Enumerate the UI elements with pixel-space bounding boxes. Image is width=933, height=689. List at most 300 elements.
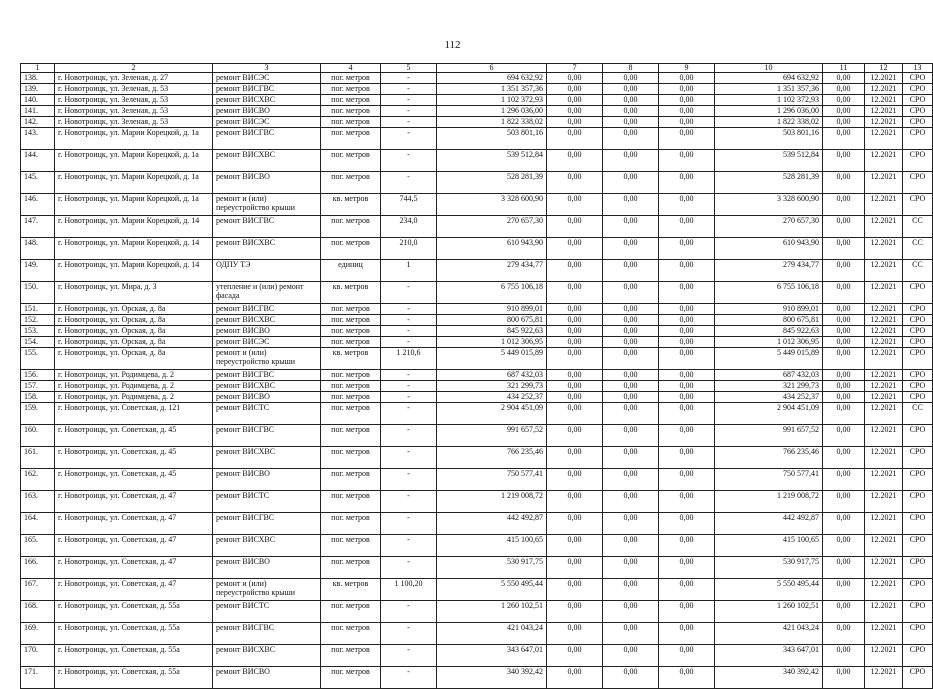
- fund-type-cell: СРО: [903, 194, 933, 216]
- address-cell: г. Новотроицк, ул. Советская, д. 47: [55, 513, 213, 535]
- total-cost-cell: 340 392,42: [437, 667, 547, 689]
- fund-cell: 0,00: [547, 557, 603, 579]
- fund-cell: 0,00: [603, 579, 659, 601]
- quantity-cell: -: [381, 392, 437, 403]
- fund-cell: 0,00: [547, 84, 603, 95]
- work-type-cell: ремонт и (или) переустройство крыши: [213, 194, 321, 216]
- work-type-cell: ремонт ВИСХВС: [213, 645, 321, 667]
- fund-cell: 0,00: [603, 194, 659, 216]
- address-cell: г. Новотроицк, ул. Марии Корецкой, д. 1а: [55, 150, 213, 172]
- table-row: [21, 260, 933, 282]
- fund-cell: 0,00: [547, 491, 603, 513]
- fund-type-cell: СС: [903, 260, 933, 282]
- owners-funds-cell: 5 550 495,44: [715, 579, 823, 601]
- fund-type-cell: СРО: [903, 579, 933, 601]
- owners-funds-cell: 415 100,65: [715, 535, 823, 557]
- fund-cell: 0,00: [547, 370, 603, 381]
- work-type-cell: ремонт ВИСГВС: [213, 370, 321, 381]
- address-cell: г. Новотроицк, ул. Орская, д. 8а: [55, 326, 213, 337]
- address-cell: г. Новотроицк, ул. Советская, д. 55а: [55, 667, 213, 689]
- address-cell: г. Новотроицк, ул. Орская, д. 8а: [55, 304, 213, 315]
- deadline-cell: 12.2021: [865, 667, 903, 689]
- column-header: 3: [213, 64, 321, 73]
- table-row: [21, 403, 933, 425]
- total-cost-cell: 1 102 372,93: [437, 95, 547, 106]
- deadline-cell: 12.2021: [865, 150, 903, 172]
- work-type-cell: ремонт ВИСГВС: [213, 623, 321, 645]
- unit-cell: пог. метров: [321, 326, 381, 337]
- fund-cell: 0,00: [659, 513, 715, 535]
- fund-cell: 0,00: [603, 326, 659, 337]
- total-cost-cell: 442 492,87: [437, 513, 547, 535]
- unit-cell: пог. метров: [321, 84, 381, 95]
- fund-cell: 0,00: [659, 370, 715, 381]
- other-funds-cell: 0,00: [823, 601, 865, 623]
- fund-cell: 0,00: [603, 282, 659, 304]
- owners-funds-cell: 750 577,41: [715, 469, 823, 491]
- quantity-cell: -: [381, 425, 437, 447]
- quantity-cell: -: [381, 106, 437, 117]
- owners-funds-cell: 1 822 338,02: [715, 117, 823, 128]
- address-cell: г. Новотроицк, ул. Советская, д. 55а: [55, 645, 213, 667]
- other-funds-cell: 0,00: [823, 491, 865, 513]
- unit-cell: пог. метров: [321, 106, 381, 117]
- total-cost-cell: 845 922,63: [437, 326, 547, 337]
- capital-repair-table: [20, 63, 933, 689]
- fund-type-cell: СРО: [903, 469, 933, 491]
- column-header: 6: [437, 64, 547, 73]
- fund-cell: 0,00: [603, 645, 659, 667]
- work-type-cell: ремонт ВИСХВС: [213, 535, 321, 557]
- fund-cell: 0,00: [603, 381, 659, 392]
- row-number: 155.: [21, 348, 55, 370]
- unit-cell: пог. метров: [321, 370, 381, 381]
- work-type-cell: ремонт ВИСХВС: [213, 381, 321, 392]
- work-type-cell: ремонт ВИСТС: [213, 403, 321, 425]
- owners-funds-cell: 270 657,30: [715, 216, 823, 238]
- address-cell: г. Новотроицк, ул. Родимцева, д. 2: [55, 381, 213, 392]
- quantity-cell: 234,0: [381, 216, 437, 238]
- row-number: 169.: [21, 623, 55, 645]
- total-cost-cell: 1 219 008,72: [437, 491, 547, 513]
- unit-cell: пог. метров: [321, 469, 381, 491]
- owners-funds-cell: 421 043,24: [715, 623, 823, 645]
- row-number: 154.: [21, 337, 55, 348]
- table-row: [21, 491, 933, 513]
- other-funds-cell: 0,00: [823, 315, 865, 326]
- fund-cell: 0,00: [547, 95, 603, 106]
- other-funds-cell: 0,00: [823, 128, 865, 150]
- fund-cell: 0,00: [603, 623, 659, 645]
- quantity-cell: -: [381, 645, 437, 667]
- work-type-cell: ремонт ВИСВО: [213, 106, 321, 117]
- fund-type-cell: СРО: [903, 381, 933, 392]
- quantity-cell: -: [381, 73, 437, 84]
- table-row: [21, 469, 933, 491]
- quantity-cell: -: [381, 403, 437, 425]
- fund-type-cell: СС: [903, 216, 933, 238]
- total-cost-cell: 3 328 600,90: [437, 194, 547, 216]
- fund-cell: 0,00: [547, 282, 603, 304]
- work-type-cell: ремонт ВИСВО: [213, 667, 321, 689]
- fund-cell: 0,00: [603, 117, 659, 128]
- other-funds-cell: 0,00: [823, 403, 865, 425]
- column-header: 9: [659, 64, 715, 73]
- fund-cell: 0,00: [659, 238, 715, 260]
- owners-funds-cell: 503 801,16: [715, 128, 823, 150]
- column-header: 4: [321, 64, 381, 73]
- unit-cell: пог. метров: [321, 447, 381, 469]
- fund-cell: 0,00: [603, 95, 659, 106]
- row-number: 159.: [21, 403, 55, 425]
- fund-type-cell: СС: [903, 403, 933, 425]
- unit-cell: пог. метров: [321, 304, 381, 315]
- owners-funds-cell: 530 917,75: [715, 557, 823, 579]
- fund-cell: 0,00: [603, 73, 659, 84]
- unit-cell: пог. метров: [321, 238, 381, 260]
- fund-cell: 0,00: [659, 491, 715, 513]
- total-cost-cell: 421 043,24: [437, 623, 547, 645]
- total-cost-cell: 415 100,65: [437, 535, 547, 557]
- other-funds-cell: 0,00: [823, 84, 865, 95]
- other-funds-cell: 0,00: [823, 106, 865, 117]
- other-funds-cell: 0,00: [823, 513, 865, 535]
- fund-cell: 0,00: [547, 106, 603, 117]
- work-type-cell: ремонт ВИСХВС: [213, 315, 321, 326]
- other-funds-cell: 0,00: [823, 260, 865, 282]
- fund-type-cell: СРО: [903, 667, 933, 689]
- fund-cell: 0,00: [659, 469, 715, 491]
- deadline-cell: 12.2021: [865, 579, 903, 601]
- unit-cell: пог. метров: [321, 425, 381, 447]
- row-number: 146.: [21, 194, 55, 216]
- total-cost-cell: 1 012 306,95: [437, 337, 547, 348]
- other-funds-cell: 0,00: [823, 304, 865, 315]
- fund-type-cell: СС: [903, 238, 933, 260]
- fund-cell: 0,00: [547, 150, 603, 172]
- deadline-cell: 12.2021: [865, 403, 903, 425]
- unit-cell: пог. метров: [321, 513, 381, 535]
- fund-cell: 0,00: [659, 425, 715, 447]
- deadline-cell: 12.2021: [865, 260, 903, 282]
- deadline-cell: 12.2021: [865, 425, 903, 447]
- work-type-cell: ремонт ВИСГВС: [213, 425, 321, 447]
- other-funds-cell: 0,00: [823, 150, 865, 172]
- fund-cell: 0,00: [603, 348, 659, 370]
- row-number: 149.: [21, 260, 55, 282]
- fund-cell: 0,00: [659, 194, 715, 216]
- fund-cell: 0,00: [603, 172, 659, 194]
- deadline-cell: 12.2021: [865, 392, 903, 403]
- fund-cell: 0,00: [547, 260, 603, 282]
- total-cost-cell: 5 449 015,89: [437, 348, 547, 370]
- fund-type-cell: СРО: [903, 304, 933, 315]
- address-cell: г. Новотроицк, ул. Марии Корецкой, д. 14: [55, 216, 213, 238]
- fund-cell: 0,00: [659, 601, 715, 623]
- fund-cell: 0,00: [603, 513, 659, 535]
- address-cell: г. Новотроицк, ул. Советская, д. 45: [55, 447, 213, 469]
- address-cell: г. Новотроицк, ул. Советская, д. 55а: [55, 623, 213, 645]
- owners-funds-cell: 1 012 306,95: [715, 337, 823, 348]
- work-type-cell: ремонт ВИСХВС: [213, 238, 321, 260]
- other-funds-cell: 0,00: [823, 73, 865, 84]
- other-funds-cell: 0,00: [823, 337, 865, 348]
- fund-cell: 0,00: [603, 535, 659, 557]
- work-type-cell: ремонт ВИСГВС: [213, 513, 321, 535]
- fund-cell: 0,00: [547, 535, 603, 557]
- address-cell: г. Новотроицк, ул. Зеленая, д. 53: [55, 95, 213, 106]
- row-number: 170.: [21, 645, 55, 667]
- fund-cell: 0,00: [659, 557, 715, 579]
- fund-cell: 0,00: [603, 260, 659, 282]
- fund-cell: 0,00: [547, 447, 603, 469]
- fund-cell: 0,00: [659, 315, 715, 326]
- row-number: 158.: [21, 392, 55, 403]
- row-number: 164.: [21, 513, 55, 535]
- row-number: 165.: [21, 535, 55, 557]
- unit-cell: кв. метров: [321, 194, 381, 216]
- column-header: 11: [823, 64, 865, 73]
- quantity-cell: -: [381, 95, 437, 106]
- work-type-cell: ремонт ВИСВО: [213, 392, 321, 403]
- fund-cell: 0,00: [547, 513, 603, 535]
- quantity-cell: 1 210,6: [381, 348, 437, 370]
- fund-cell: 0,00: [603, 491, 659, 513]
- work-type-cell: ремонт ВИСВО: [213, 557, 321, 579]
- unit-cell: пог. метров: [321, 172, 381, 194]
- row-number: 163.: [21, 491, 55, 513]
- row-number: 162.: [21, 469, 55, 491]
- quantity-cell: -: [381, 150, 437, 172]
- fund-cell: 0,00: [659, 447, 715, 469]
- address-cell: г. Новотроицк, ул. Советская, д. 47: [55, 557, 213, 579]
- unit-cell: пог. метров: [321, 535, 381, 557]
- quantity-cell: 744,5: [381, 194, 437, 216]
- other-funds-cell: 0,00: [823, 392, 865, 403]
- other-funds-cell: 0,00: [823, 557, 865, 579]
- total-cost-cell: 321 299,73: [437, 381, 547, 392]
- address-cell: г. Новотроицк, ул. Марии Корецкой, д. 1а: [55, 128, 213, 150]
- owners-funds-cell: 1 260 102,51: [715, 601, 823, 623]
- fund-cell: 0,00: [603, 128, 659, 150]
- total-cost-cell: 528 281,39: [437, 172, 547, 194]
- quantity-cell: -: [381, 491, 437, 513]
- quantity-cell: -: [381, 623, 437, 645]
- address-cell: г. Новотроицк, ул. Зеленая, д. 53: [55, 117, 213, 128]
- row-number: 148.: [21, 238, 55, 260]
- row-number: 143.: [21, 128, 55, 150]
- other-funds-cell: 0,00: [823, 194, 865, 216]
- quantity-cell: -: [381, 667, 437, 689]
- owners-funds-cell: 694 632,92: [715, 73, 823, 84]
- fund-cell: 0,00: [547, 667, 603, 689]
- owners-funds-cell: 2 904 451,09: [715, 403, 823, 425]
- address-cell: г. Новотроицк, ул. Зеленая, д. 53: [55, 84, 213, 95]
- unit-cell: пог. метров: [321, 557, 381, 579]
- fund-cell: 0,00: [603, 150, 659, 172]
- total-cost-cell: 343 647,01: [437, 645, 547, 667]
- deadline-cell: 12.2021: [865, 172, 903, 194]
- table-row: [21, 557, 933, 579]
- work-type-cell: ремонт ВИСВО: [213, 469, 321, 491]
- table-row: [21, 172, 933, 194]
- quantity-cell: -: [381, 535, 437, 557]
- fund-cell: 0,00: [547, 623, 603, 645]
- fund-type-cell: СРО: [903, 645, 933, 667]
- owners-funds-cell: 991 657,52: [715, 425, 823, 447]
- total-cost-cell: 694 632,92: [437, 73, 547, 84]
- fund-cell: 0,00: [603, 667, 659, 689]
- fund-cell: 0,00: [659, 623, 715, 645]
- owners-funds-cell: 1 296 036,00: [715, 106, 823, 117]
- fund-cell: 0,00: [547, 128, 603, 150]
- deadline-cell: 12.2021: [865, 348, 903, 370]
- total-cost-cell: 6 755 106,18: [437, 282, 547, 304]
- total-cost-cell: 279 434,77: [437, 260, 547, 282]
- total-cost-cell: 539 512,84: [437, 150, 547, 172]
- table-row: [21, 579, 933, 601]
- fund-cell: 0,00: [547, 304, 603, 315]
- fund-cell: 0,00: [547, 392, 603, 403]
- address-cell: г. Новотроицк, ул. Зеленая, д. 53: [55, 106, 213, 117]
- quantity-cell: -: [381, 117, 437, 128]
- other-funds-cell: 0,00: [823, 326, 865, 337]
- owners-funds-cell: 343 647,01: [715, 645, 823, 667]
- other-funds-cell: 0,00: [823, 117, 865, 128]
- quantity-cell: -: [381, 337, 437, 348]
- unit-cell: пог. метров: [321, 95, 381, 106]
- quantity-cell: -: [381, 370, 437, 381]
- work-type-cell: ремонт и (или) переустройство крыши: [213, 579, 321, 601]
- total-cost-cell: 991 657,52: [437, 425, 547, 447]
- deadline-cell: 12.2021: [865, 238, 903, 260]
- fund-type-cell: СРО: [903, 128, 933, 150]
- row-number: 140.: [21, 95, 55, 106]
- deadline-cell: 12.2021: [865, 95, 903, 106]
- total-cost-cell: 503 801,16: [437, 128, 547, 150]
- unit-cell: пог. метров: [321, 128, 381, 150]
- address-cell: г. Новотроицк, ул. Зеленая, д. 27: [55, 73, 213, 84]
- work-type-cell: ремонт ВИСЭС: [213, 117, 321, 128]
- deadline-cell: 12.2021: [865, 601, 903, 623]
- row-number: 171.: [21, 667, 55, 689]
- deadline-cell: 12.2021: [865, 315, 903, 326]
- row-number: 153.: [21, 326, 55, 337]
- table-row: [21, 315, 933, 326]
- table-row: [21, 282, 933, 304]
- total-cost-cell: 530 917,75: [437, 557, 547, 579]
- deadline-cell: 12.2021: [865, 326, 903, 337]
- fund-type-cell: СРО: [903, 172, 933, 194]
- fund-type-cell: СРО: [903, 117, 933, 128]
- table-row: [21, 425, 933, 447]
- other-funds-cell: 0,00: [823, 667, 865, 689]
- deadline-cell: 12.2021: [865, 491, 903, 513]
- total-cost-cell: 750 577,41: [437, 469, 547, 491]
- fund-type-cell: СРО: [903, 84, 933, 95]
- work-type-cell: ремонт и (или) переустройство крыши: [213, 348, 321, 370]
- fund-cell: 0,00: [547, 315, 603, 326]
- fund-type-cell: СРО: [903, 150, 933, 172]
- unit-cell: пог. метров: [321, 216, 381, 238]
- total-cost-cell: 1 296 036,00: [437, 106, 547, 117]
- table-row: [21, 106, 933, 117]
- fund-type-cell: СРО: [903, 106, 933, 117]
- total-cost-cell: 270 657,30: [437, 216, 547, 238]
- table-row: [21, 601, 933, 623]
- table-row: [21, 513, 933, 535]
- work-type-cell: ремонт ВИСГВС: [213, 304, 321, 315]
- owners-funds-cell: 910 899,01: [715, 304, 823, 315]
- fund-cell: 0,00: [603, 370, 659, 381]
- row-number: 160.: [21, 425, 55, 447]
- row-number: 161.: [21, 447, 55, 469]
- address-cell: г. Новотроицк, ул. Советская, д. 47: [55, 535, 213, 557]
- row-number: 168.: [21, 601, 55, 623]
- table-row: [21, 535, 933, 557]
- unit-cell: пог. метров: [321, 491, 381, 513]
- work-type-cell: ремонт ВИСХВС: [213, 95, 321, 106]
- fund-cell: 0,00: [603, 106, 659, 117]
- column-header: 10: [715, 64, 823, 73]
- quantity-cell: -: [381, 447, 437, 469]
- fund-cell: 0,00: [547, 216, 603, 238]
- deadline-cell: 12.2021: [865, 216, 903, 238]
- fund-cell: 0,00: [603, 84, 659, 95]
- address-cell: г. Новотроицк, ул. Советская, д. 47: [55, 491, 213, 513]
- owners-funds-cell: 3 328 600,90: [715, 194, 823, 216]
- quantity-cell: 210,0: [381, 238, 437, 260]
- table-row: [21, 645, 933, 667]
- column-header: 5: [381, 64, 437, 73]
- total-cost-cell: 610 943,90: [437, 238, 547, 260]
- owners-funds-cell: 766 235,46: [715, 447, 823, 469]
- fund-cell: 0,00: [547, 337, 603, 348]
- row-number: 152.: [21, 315, 55, 326]
- deadline-cell: 12.2021: [865, 645, 903, 667]
- deadline-cell: 12.2021: [865, 535, 903, 557]
- work-type-cell: ремонт ВИСВО: [213, 172, 321, 194]
- column-header: 12: [865, 64, 903, 73]
- row-number: 138.: [21, 73, 55, 84]
- fund-type-cell: СРО: [903, 491, 933, 513]
- fund-cell: 0,00: [547, 117, 603, 128]
- unit-cell: пог. метров: [321, 150, 381, 172]
- deadline-cell: 12.2021: [865, 381, 903, 392]
- fund-cell: 0,00: [603, 469, 659, 491]
- unit-cell: пог. метров: [321, 381, 381, 392]
- unit-cell: пог. метров: [321, 403, 381, 425]
- fund-cell: 0,00: [659, 282, 715, 304]
- fund-cell: 0,00: [547, 645, 603, 667]
- fund-cell: 0,00: [547, 73, 603, 84]
- fund-type-cell: СРО: [903, 535, 933, 557]
- quantity-cell: 1 100,20: [381, 579, 437, 601]
- other-funds-cell: 0,00: [823, 370, 865, 381]
- deadline-cell: 12.2021: [865, 557, 903, 579]
- deadline-cell: 12.2021: [865, 513, 903, 535]
- work-type-cell: ремонт ВИСГВС: [213, 84, 321, 95]
- deadline-cell: 12.2021: [865, 84, 903, 95]
- address-cell: г. Новотроицк, ул. Советская, д. 47: [55, 579, 213, 601]
- table-row: [21, 370, 933, 381]
- deadline-cell: 12.2021: [865, 337, 903, 348]
- quantity-cell: -: [381, 282, 437, 304]
- owners-funds-cell: 687 432,03: [715, 370, 823, 381]
- fund-cell: 0,00: [547, 403, 603, 425]
- fund-type-cell: СРО: [903, 73, 933, 84]
- table-row: [21, 128, 933, 150]
